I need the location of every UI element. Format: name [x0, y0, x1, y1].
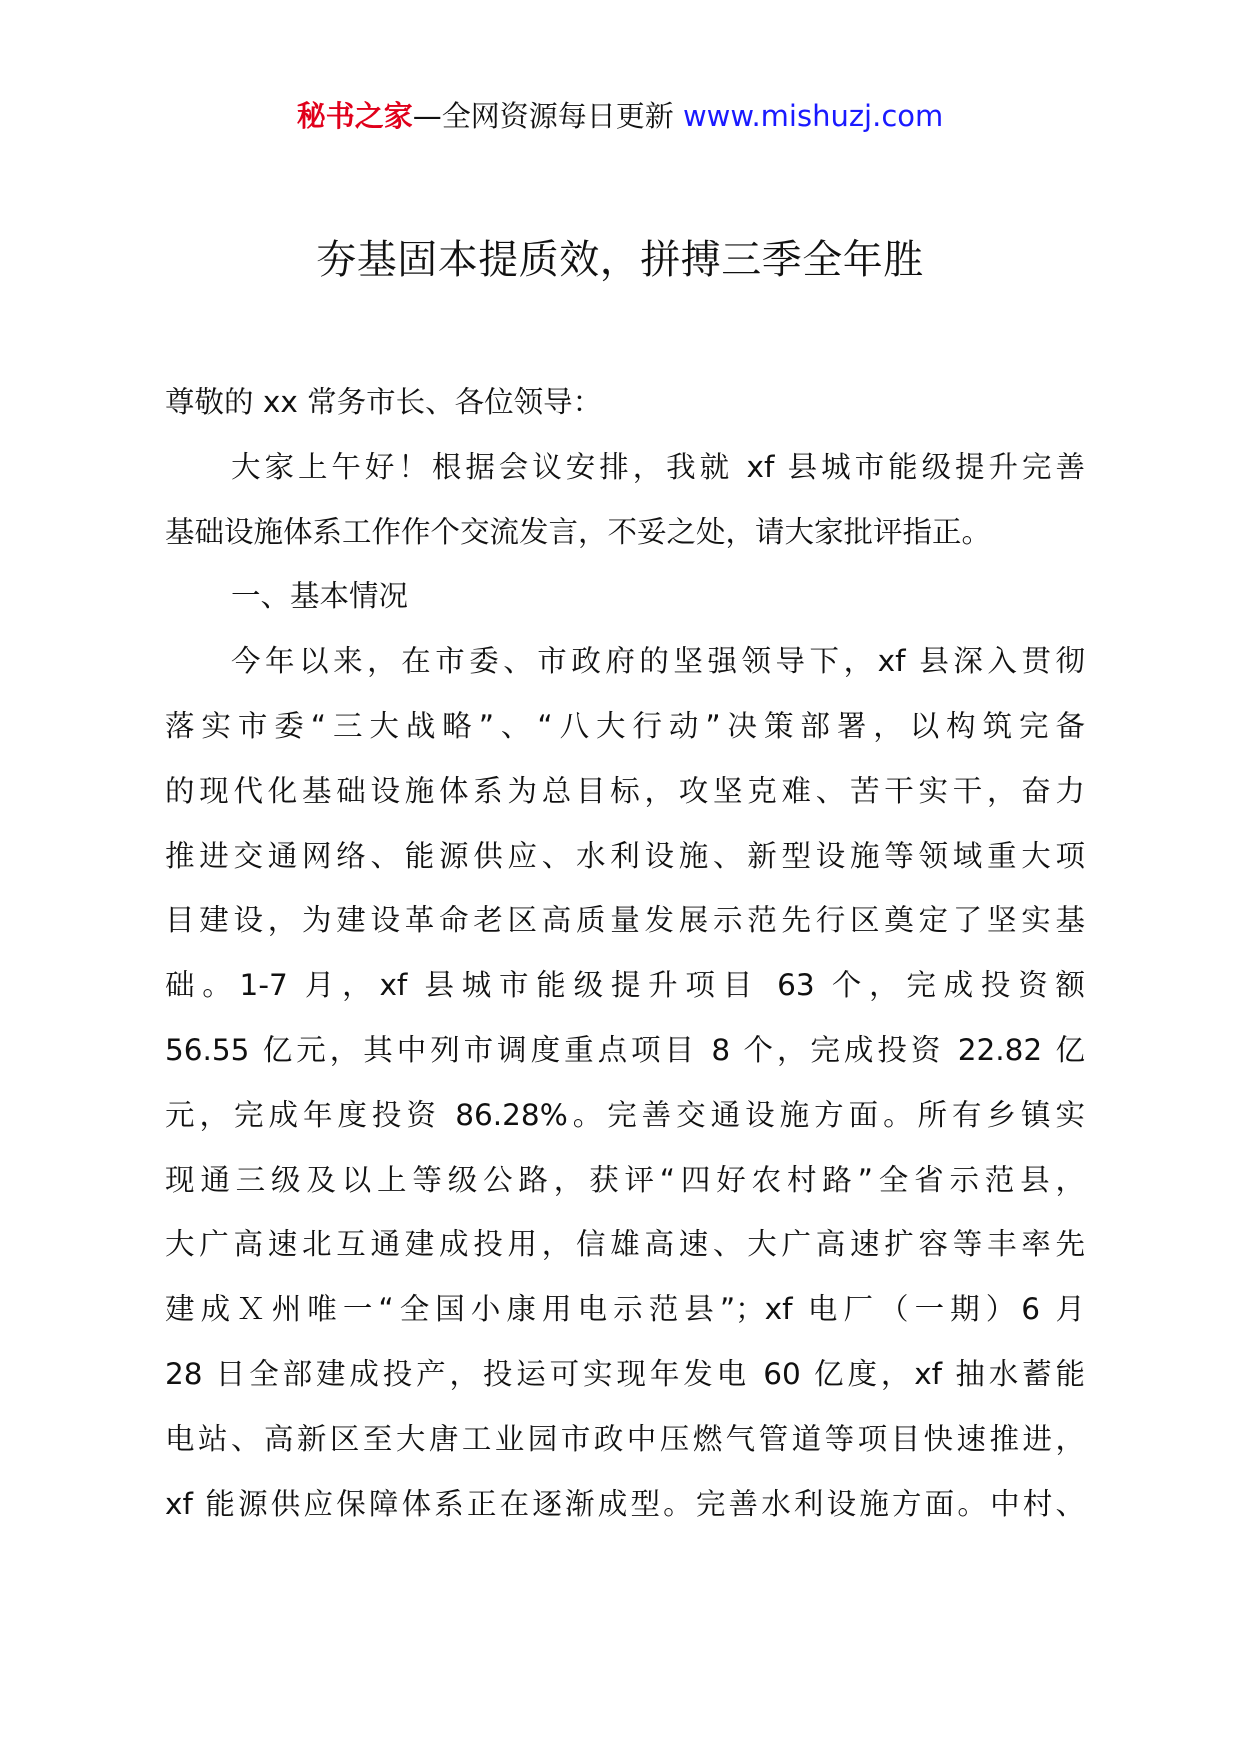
text-line: 元，完成年度投资 86.28%。完善交通设施方面。所有乡镇实: [165, 1097, 1085, 1132]
site-header: [0, 96, 1240, 136]
text-line: 目建设，为建设革命老区高质量发展示范先行区奠定了坚实基: [165, 903, 1085, 938]
document-body: [165, 370, 1085, 1536]
section-heading: 一、基本情况: [231, 579, 409, 614]
text-line: 现通三级及以上等级公路，获评“四好农村路”全省示范县，: [165, 1162, 1085, 1197]
salutation-line: 尊敬的 xx 常务市长、各位领导：: [165, 385, 603, 419]
site-url-link[interactable]: www.mishuzj.com: [682, 99, 944, 133]
site-tagline: —全网资源每日更新: [412, 99, 683, 133]
document-title: 夯基固本提质效，拼搏三季全年胜: [316, 237, 924, 283]
text-line: 推进交通网络、能源供应、水利设施、新型设施等领域重大项: [165, 838, 1085, 873]
text-line: 今年以来，在市委、市政府的坚强领导下，xf 县深入贯彻: [231, 644, 1085, 679]
text-line: 的现代化基础设施体系为总目标，攻坚克难、苦干实干，奋力: [165, 773, 1085, 808]
site-brand: 秘书之家: [296, 99, 413, 133]
text-line: 础。1-7 月，xf 县城市能级提升项目 63 个，完成投资额: [165, 968, 1085, 1003]
text-line: 基础设施体系工作作个交流发言，不妥之处，请大家批评指正。: [165, 514, 992, 549]
text-line: 28 日全部建成投产，投运可实现年发电 60 亿度，xf 抽水蓄能: [165, 1356, 1085, 1391]
text-line: 落实市委“三大战略”、“八大行动”决策部署，以构筑完备: [165, 708, 1085, 743]
text-line: 电站、高新区至大唐工业园市政中压燃气管道等项目快速推进，: [165, 1421, 1085, 1456]
text-line: 大家上午好！根据会议安排，我就 xf 县城市能级提升完善: [231, 449, 1085, 484]
text-line: 56.55 亿元，其中列市调度重点项目 8 个，完成投资 22.82 亿: [165, 1032, 1085, 1067]
text-line: 大广高速北互通建成投用，信雄高速、大广高速扩容等丰率先: [165, 1227, 1085, 1262]
text-line: 建成Ｘ州唯一“全国小康用电示范县”；xf 电厂（一期）6 月: [165, 1292, 1085, 1327]
text-line: xf 能源供应保障体系正在逐渐成型。完善水利设施方面。中村、: [165, 1486, 1085, 1521]
